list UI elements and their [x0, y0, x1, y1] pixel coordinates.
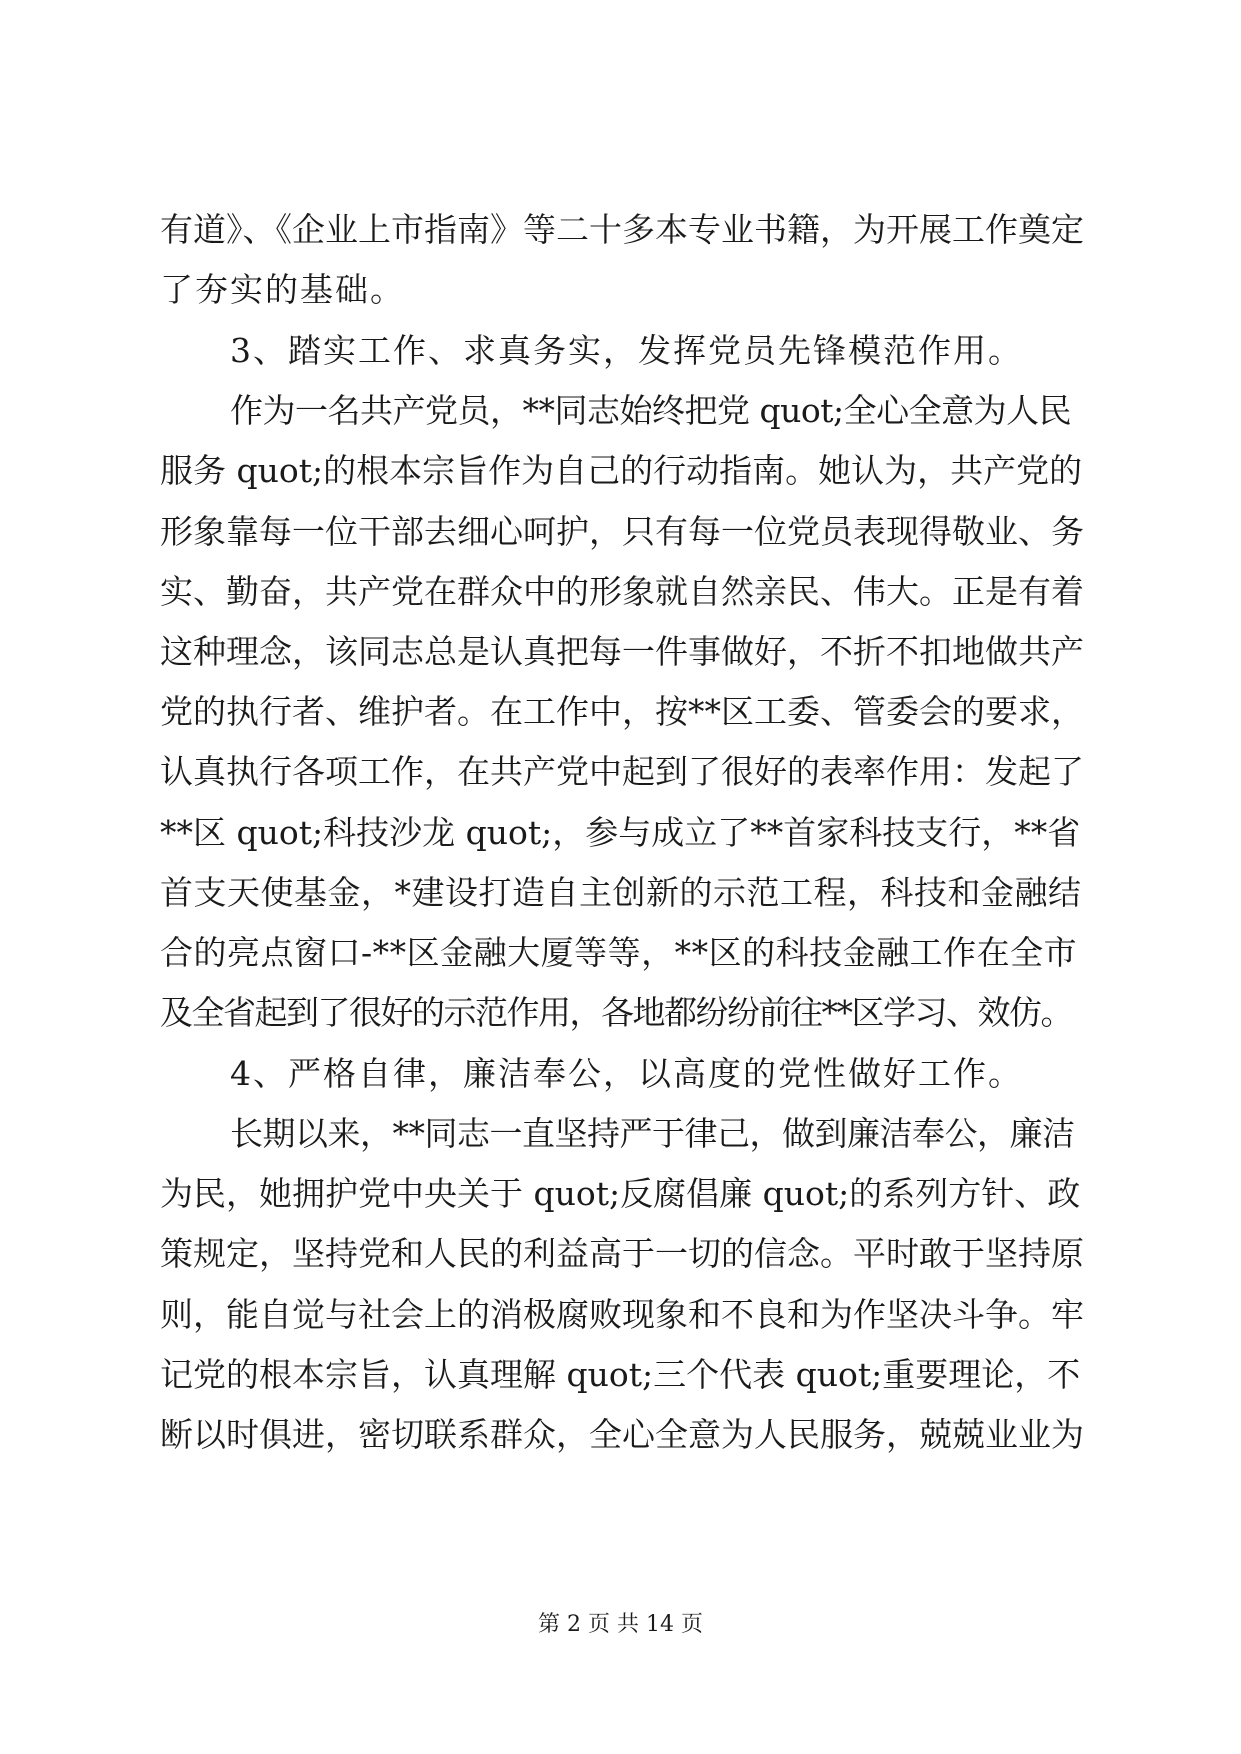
text-line: 了夯实的基础。 — [160, 270, 405, 309]
text-line: 实、勤奋，共产党在群众中的形象就自然亲民、伟大。正是有着 — [160, 572, 1084, 611]
text-line: 形象靠每一位干部去细心呵护，只有每一位党员表现得敬业、务 — [160, 512, 1084, 551]
text-line: 有道》、《企业上市指南》等二十多本专业书籍，为开展工作奠定 — [160, 210, 1084, 249]
text-line: **区 quot;科技沙龙 quot;，参与成立了**首家科技支行，**省 — [160, 813, 1081, 852]
text-line: 策规定，坚持党和人民的利益高于一切的信念。平时敢于坚持原 — [160, 1234, 1084, 1273]
text-line: 这种理念，该同志总是认真把每一件事做好，不折不扣地做共产 — [160, 632, 1084, 671]
text-line: 服务 quot;的根本宗旨作为自己的行动指南。她认为，共产党的 — [160, 451, 1083, 490]
text-line: 首支天使基金，*建设打造自主创新的示范工程，科技和金融结 — [160, 873, 1082, 912]
text-line: 为民，她拥护党中央关于 quot;反腐倡廉 quot;的系列方针、政 — [160, 1174, 1081, 1213]
paragraph-first-line: 长期以来，**同志一直坚持严于律己，做到廉洁奉公，廉洁 — [230, 1114, 1075, 1153]
text-line: 认真执行各项工作，在共产党中起到了很好的表率作用：发起了 — [160, 752, 1084, 791]
text-line: 则，能自觉与社会上的消极腐败现象和不良和为作坚决斗争。牢 — [160, 1295, 1084, 1334]
text-line: 党的执行者、维护者。在工作中，按**区工委、管委会的要求， — [160, 692, 1084, 731]
section-heading: 4、严格自律，廉洁奉公，以高度的党性做好工作。 — [230, 1054, 1023, 1093]
text-line: 断以时俱进，密切联系群众，全心全意为人民服务，兢兢业业为 — [160, 1415, 1084, 1454]
text-line: 记党的根本宗旨，认真理解 quot;三个代表 quot;重要理论，不 — [160, 1355, 1081, 1394]
section-heading: 3、踏实工作、求真务实，发挥党员先锋模范作用。 — [230, 331, 1023, 370]
text-line: 合的亮点窗口-**区金融大厦等等，**区的科技金融工作在全市 — [160, 933, 1078, 972]
text-line: 及全省起到了很好的示范作用，各地都纷纷前往**区学习、效仿。 — [160, 993, 1072, 1032]
page-number-footer: 第 2 页 共 14 页 — [538, 1612, 703, 1637]
paragraph-first-line: 作为一名共产党员，**同志始终把党 quot;全心全意为人民 — [230, 391, 1072, 430]
